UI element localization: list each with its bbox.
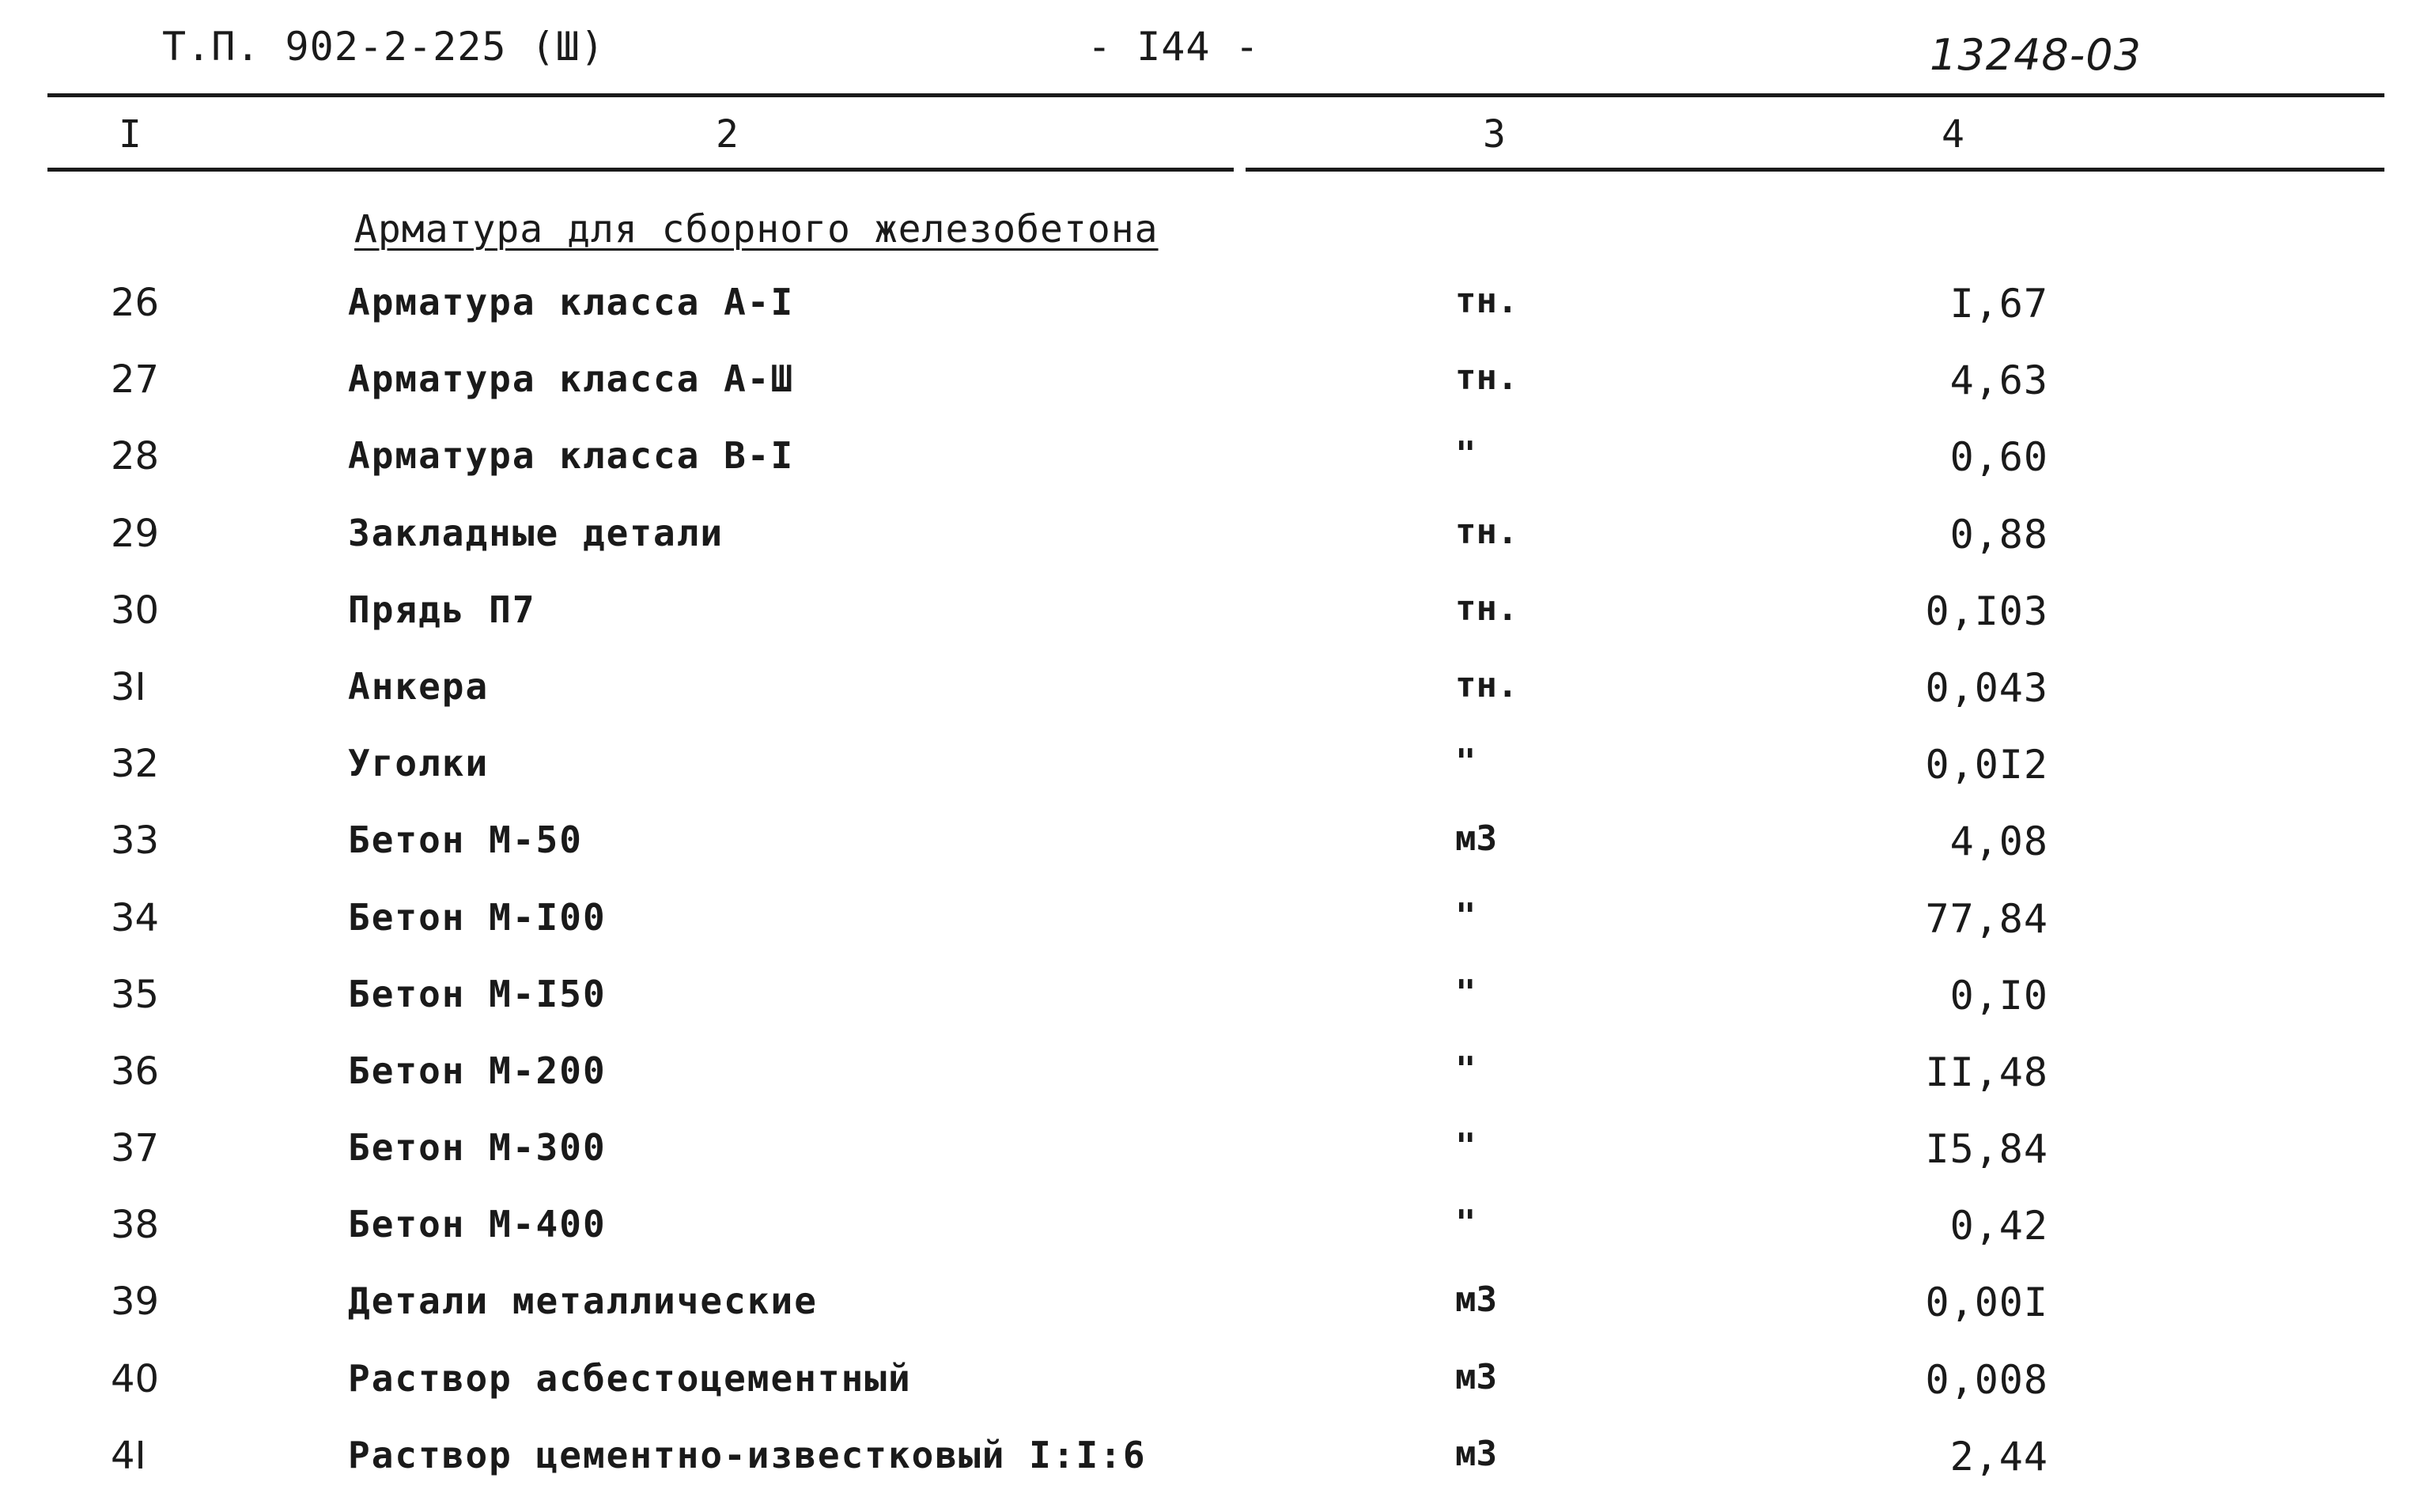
- row-number: 26: [111, 281, 160, 325]
- row-quantity: I,67: [1949, 281, 2048, 327]
- row-name: Детали металлические: [348, 1280, 818, 1323]
- row-name: Раствор асбестоцементный: [348, 1356, 912, 1400]
- row-quantity: 4,63: [1949, 357, 2048, 404]
- row-name: Арматура класса А-I: [348, 281, 795, 323]
- header-rule-right: [1246, 168, 2384, 172]
- row-quantity: 77,84: [1925, 895, 2048, 942]
- column-header-2: 2: [716, 112, 739, 157]
- table-row: [0, 281, 2420, 357]
- row-quantity: 0,I0: [1949, 972, 2048, 1019]
- table-row: [0, 665, 2420, 742]
- row-number: 33: [111, 818, 160, 864]
- table-row: [0, 1126, 2420, 1203]
- row-name: Закладные детали: [348, 511, 724, 554]
- row-name: Раствор цементно-известковый I:I:6: [348, 1433, 1147, 1476]
- row-quantity: I5,84: [1925, 1126, 2048, 1173]
- table-body: [0, 281, 2420, 1510]
- row-number: 32: [111, 742, 160, 787]
- row-number: 34: [111, 895, 160, 940]
- table-row: [0, 1434, 2420, 1510]
- row-unit: тн.: [1455, 357, 1518, 399]
- row-unit: ": [1455, 1049, 1477, 1090]
- row-number: 39: [111, 1280, 160, 1325]
- row-unit: м3: [1455, 818, 1497, 860]
- table-row: [0, 434, 2420, 511]
- row-name: Бетон М-300: [348, 1126, 607, 1170]
- row-quantity: 0,60: [1949, 434, 2048, 481]
- row-quantity: 0,0I2: [1925, 742, 2048, 788]
- row-number: 38: [111, 1203, 160, 1248]
- row-quantity: 0,88: [1949, 511, 2048, 558]
- column-header-3: 3: [1483, 112, 1506, 157]
- row-number: 27: [111, 357, 160, 403]
- row-quantity: 0,043: [1925, 664, 2048, 711]
- row-unit: м3: [1455, 1356, 1497, 1397]
- header-rule-left: [47, 168, 1234, 172]
- table-row: [0, 1203, 2420, 1280]
- archive-number: 13248-03: [1930, 30, 2142, 80]
- row-name: Бетон М-200: [348, 1049, 607, 1092]
- row-name: Анкера: [348, 664, 490, 708]
- column-header-4: 4: [1942, 112, 1964, 157]
- row-number: 4I: [111, 1433, 146, 1478]
- table-row: [0, 357, 2420, 434]
- row-quantity: II,48: [1925, 1049, 2048, 1095]
- row-name: Уголки: [348, 742, 490, 785]
- row-quantity: 0,42: [1949, 1203, 2048, 1249]
- row-quantity: 0,00I: [1925, 1280, 2048, 1326]
- row-quantity: 0,008: [1925, 1356, 2048, 1403]
- row-name: Арматура класса В-I: [348, 434, 795, 478]
- row-unit: ": [1455, 1126, 1477, 1167]
- row-quantity: 0,I03: [1925, 588, 2048, 634]
- row-number: 36: [111, 1049, 160, 1094]
- row-unit: ": [1455, 434, 1477, 475]
- row-number: 37: [111, 1126, 160, 1171]
- row-name: Бетон М-50: [348, 818, 583, 862]
- table-row: [0, 1357, 2420, 1434]
- row-unit: тн.: [1455, 664, 1518, 705]
- row-unit: тн.: [1455, 511, 1518, 552]
- row-number: 35: [111, 972, 160, 1017]
- column-header-1: I: [119, 112, 142, 157]
- row-unit: ": [1455, 1203, 1477, 1244]
- document-code: Т.П. 902-2-225 (Ш): [162, 24, 605, 70]
- table-row: [0, 512, 2420, 588]
- table-row: [0, 742, 2420, 818]
- row-name: Бетон М-I00: [348, 895, 607, 939]
- row-number: 40: [111, 1356, 160, 1401]
- table-row: [0, 818, 2420, 895]
- table-row: [0, 973, 2420, 1049]
- table-row: [0, 1049, 2420, 1126]
- row-name: Прядь П7: [348, 588, 536, 631]
- page-number: - I44 -: [1087, 24, 1260, 70]
- row-unit: ": [1455, 742, 1477, 783]
- row-number: 3I: [111, 664, 146, 709]
- table-row: [0, 1280, 2420, 1356]
- row-unit: тн.: [1455, 588, 1518, 629]
- row-unit: ": [1455, 972, 1477, 1013]
- row-quantity: 2,44: [1949, 1433, 2048, 1480]
- row-unit: м3: [1455, 1280, 1497, 1321]
- row-name: Бетон М-400: [348, 1203, 607, 1246]
- row-quantity: 4,08: [1949, 818, 2048, 865]
- row-number: 28: [111, 434, 160, 479]
- row-number: 29: [111, 511, 160, 556]
- table-row: [0, 588, 2420, 665]
- row-name: Арматура класса А-Ш: [348, 357, 795, 401]
- row-unit: ": [1455, 895, 1477, 936]
- row-unit: м3: [1455, 1433, 1497, 1474]
- row-unit: тн.: [1455, 281, 1518, 321]
- section-title: Арматура для сборного железобетона: [354, 207, 1159, 251]
- row-name: Бетон М-I50: [348, 972, 607, 1015]
- table-row: [0, 896, 2420, 973]
- top-rule: [47, 93, 2384, 97]
- row-number: 30: [111, 588, 160, 633]
